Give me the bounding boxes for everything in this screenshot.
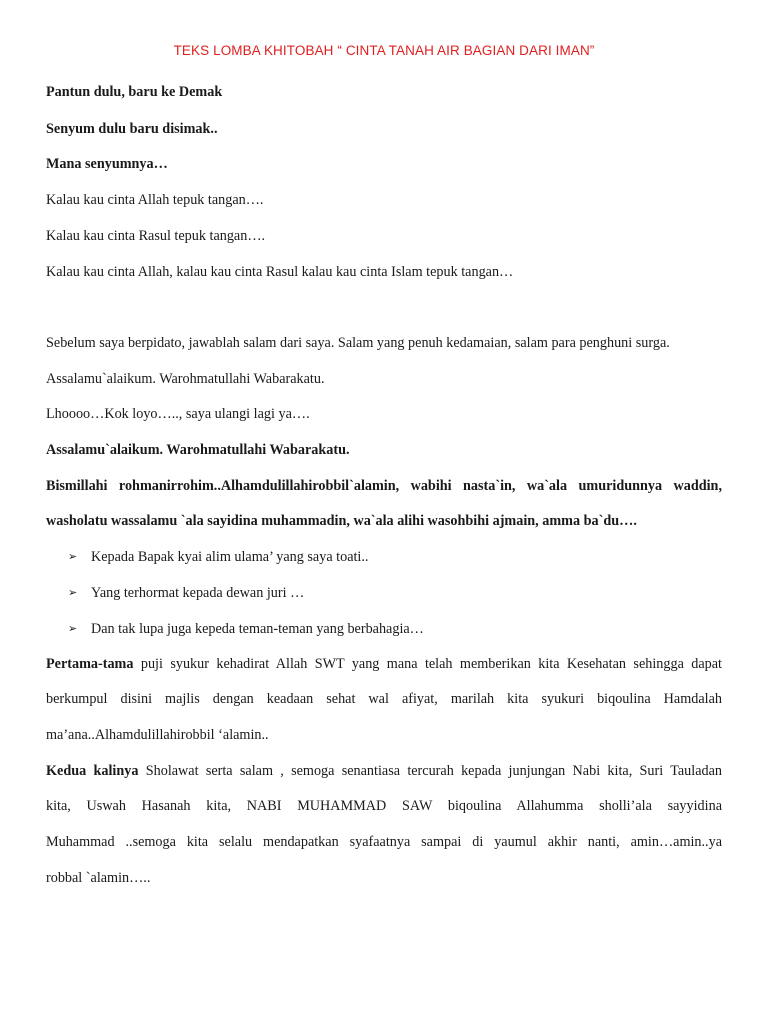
kedua-line-2: kita, Uswah Hasanah kita, NABI MUHAMMAD SAW biqoulina Allahumma sholli’ala sayyidina [46, 798, 722, 814]
kedua-line-1 [46, 762, 722, 780]
bullet-item [68, 620, 668, 638]
intro-line-2: Assalamu`alaikum. Warohmatullahi Wabarakatu. [46, 371, 325, 387]
bullet-item [68, 548, 668, 566]
clap-line-3: Kalau kau cinta Allah, kalau kau cinta Rasul kalau kau cinta Islam tepuk tangan… [46, 264, 514, 280]
kedua-line-3: Muhammad ..semoga kita selalu mendapatkan syafaatnya sampai di yaumul akhir nanti, amin…amin..ya [46, 834, 722, 850]
kedua-line-4: robbal `alamin….. [46, 870, 151, 886]
kedua-lead: Kedua kalinya [46, 763, 139, 779]
pertama-line-2: berkumpul disini majlis dengan keadaan sehat wal afiyat, marilah kita syukuri biqoulina Hamdalah [46, 691, 722, 707]
arrow-bullet-icon: ➢ [68, 550, 78, 563]
pertama-line-3: ma’ana..Alhamdulillahirobbil ‘alamin.. [46, 727, 269, 743]
pantun-line-2: Senyum dulu baru disimak.. [46, 121, 218, 137]
bullet-text: Dan tak lupa juga kepeda teman-teman yang berbahagia… [91, 621, 424, 637]
document-title: TEKS LOMBA KHITOBAH “ CINTA TANAH AIR BAGIAN DARI IMAN” [173, 43, 595, 58]
clap-line-1: Kalau kau cinta Allah tepuk tangan…. [46, 192, 264, 208]
bullet-text: Yang terhormat kepada dewan juri … [91, 585, 305, 601]
bullet-text: Kepada Bapak kyai alim ulama’ yang saya toati.. [91, 549, 369, 565]
pantun-line-1: Pantun dulu, baru ke Demak [46, 84, 223, 100]
pertama-text-1: puji syukur kehadirat Allah SWT yang mana telah memberikan kita Kesehatan sehingga dapat [133, 656, 722, 672]
pertama-line-1 [46, 655, 722, 673]
intro-line-3: Lhoooo…Kok loyo….., saya ulangi lagi ya…. [46, 406, 310, 422]
bismillah-line-1: Bismillahi rohmanirrohim..Alhamdulillahirobbil`alamin, wabihi nasta`in, wa`ala umuridunnya waddin, [46, 478, 722, 494]
pertama-lead: Pertama-tama [46, 656, 134, 672]
bullet-item [68, 584, 668, 602]
pantun-line-3: Mana senyumnya… [46, 156, 168, 172]
clap-line-2: Kalau kau cinta Rasul tepuk tangan…. [46, 228, 266, 244]
salam-bold: Assalamu`alaikum. Warohmatullahi Wabarakatu. [46, 442, 350, 458]
intro-line-1: Sebelum saya berpidato, jawablah salam dari saya. Salam yang penuh kedamaian, salam para penghuni surga. [46, 335, 670, 351]
arrow-bullet-icon: ➢ [68, 586, 78, 599]
kedua-text-1: Sholawat serta salam , semoga senantiasa tercurah kepada junjungan Nabi kita, Suri Tauladan [138, 763, 722, 779]
bismillah-line-2: washolatu wassalamu `ala sayidina muhammadin, wa`ala alihi wasohbihi ajmain, amma ba`du…. [46, 513, 637, 529]
arrow-bullet-icon: ➢ [68, 622, 78, 635]
